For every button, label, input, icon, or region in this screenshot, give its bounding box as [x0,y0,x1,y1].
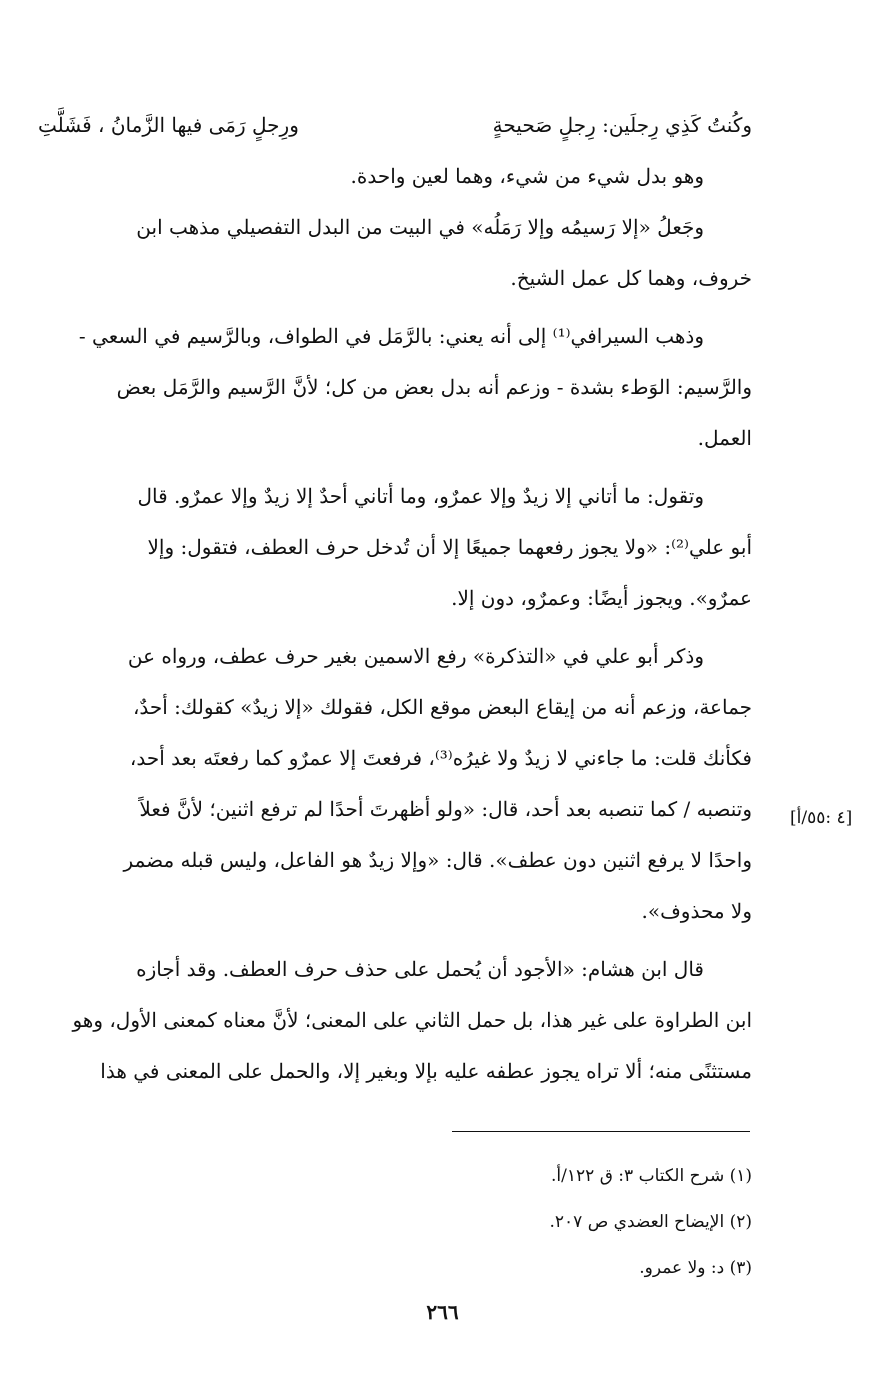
text-line: ابن الطراوة على غير هذا، بل حمل الثاني على المعنى؛ لأنَّ معناه كمعنى الأول، وهو [72,1008,752,1032]
text-line: وذكر أبو علي في «التذكرة» رفع الاسمين بغير حرف عطف، ورواه عن [127,644,704,668]
text-line: جماعة، وزعم أنه من إيقاع البعض موقع الكل، فقولك «إلا زيدٌ» كقولك: أحدٌ، [132,695,752,719]
text-line: العمل. [697,426,752,450]
manuscript-folio-reference: [٤ :٥٥/أ] [790,808,853,828]
text-line: وجَعلُ «إلا رَسيمُه وإلا رَمَلُه» في البيت من البدل التفصيلي مذهب ابن [136,215,704,239]
text-line: واحدًا لا يرفع اثنين دون عطف». قال: «وإلا زيدٌ هو الفاعل، وليس قبله مضمر [123,848,752,872]
footnote-separator [452,1131,750,1132]
text-line: خروف، وهما كل عمل الشيخ. [510,266,752,290]
text-line: وهو بدل شيء من شيء، وهما لعين واحدة. [350,164,704,188]
footnotes [300,1153,752,1291]
footnote-2: (٢) الإيضاح العضدي ص ٢٠٧. [549,1212,752,1232]
footnote-3: (٣) د: ولا عمرو. [639,1258,752,1278]
text-line: مستثنًى منه؛ ألا تراه يجوز عطفه عليه بإلا وبغير إلا، والحمل على المعنى في هذا [100,1059,752,1083]
main-text [38,100,752,1097]
page-number: ٢٦٦ [426,1300,459,1324]
text-line: وذهب السيرافي⁽¹⁾ إلى أنه يعني: بالرَّمَل في الطواف، وبالرَّسيم في السعي - [78,324,704,348]
poetry-verse [38,100,752,151]
footnote-1: (١) شرح الكتاب ٣: ق ١٢٢/أ. [551,1166,752,1186]
text-line: ولا محذوف». [641,899,752,923]
text-line: فكأنك قلت: ما جاءني لا زيدٌ ولا غيرُه⁽³⁾، فرفعتَ إلا عمرٌو كما رفعتَه بعد أحد، [129,746,752,770]
text-line: وتنصبه / كما تنصبه بعد أحد، قال: «ولو أظهرتَ أحدًا لم ترفع اثنين؛ لأنَّ فعلاً [139,797,752,821]
text-line: وتقول: ما أتاني إلا زيدٌ وإلا عمرٌو، وما أتاني أحدٌ إلا زيدٌ وإلا عمرٌو. قال [137,484,704,508]
verse-second-hemistich: ورِجلٍ رَمَى فيها الزَّمانُ ، فَشَلَّتِ [38,113,299,137]
verse-first-hemistich: وكُنتُ كَذِي رِجلَين: رِجلٍ صَحيحةٍ [492,113,752,137]
text-line: قال ابن هشام: «الأجود أن يُحمل على حذف حرف العطف. وقد أجازه [136,957,704,981]
text-line: أبو علي⁽²⁾: «ولا يجوز رفعهما جميعًا إلا أن تُدخل حرف العطف، فتقول: وإلا [147,535,752,559]
text-line: والرَّسيم: الوَطء بشدة - وزعم أنه بدل بعض من كل؛ لأنَّ الرَّسيم والرَّمَل بعض [116,375,752,399]
text-line: عمرٌو». ويجوز أيضًا: وعمرٌو، دون إلا. [451,586,752,610]
